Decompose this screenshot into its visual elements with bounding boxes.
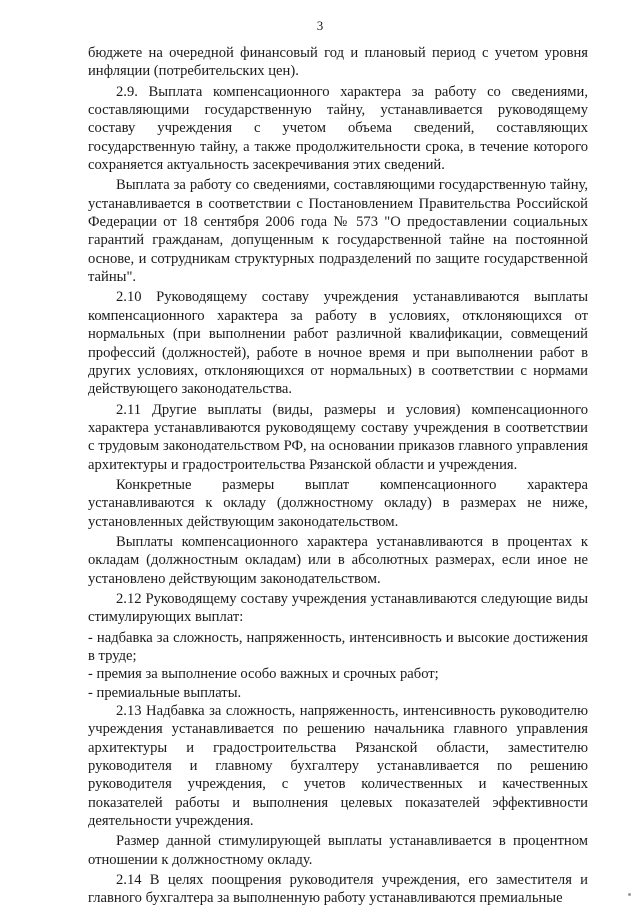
paragraph-specific-amounts: Конкретные размеры выплат компенсационного характера устанавливаются к окладу (должностному окладу) в размерах не ниже, установленных действующим законодательством. [88, 476, 588, 530]
paragraph-continued: бюджете на очередной финансовый год и плановый период с учетом уровня инфляции (потребительских цен). [88, 45, 588, 80]
paragraph-2-14: 2.14 В целях поощрения руководителя учреждения, его заместителя и главного бухгалтера за выполненную работу устанавливаются премиальные [88, 872, 588, 907]
list-item: - надбавка за сложность, напряженность, интенсивность и высокие достижения в труде; [88, 629, 588, 664]
paragraph-2-13: 2.13 Надбавка за сложность, напряженность, интенсивность руководителю учреждения устанавливается по решению начальника главного управления архитектуры и градостроительства Рязанской области, заместителю руководителя и главному бухгалтеру устанавливается по решению руководителя учреждения, с учетов количественных и качественных показателей работы и выполнения целевых показателей эффективности деятельности учреждения. [88, 703, 588, 830]
paragraph-compensation-percent: Выплаты компенсационного характера устанавливаются в процентах к окладам (должностным окладам) или в абсолютных размерах, если иное не установлено действующим законодательством. [88, 533, 588, 587]
paragraph-2-11: 2.11 Другие выплаты (виды, размеры и условия) компенсационного характера устанавливаются руководящему составу учреждения в соответствии с трудовым законодательством РФ, на основании приказов главного управления архитектуры и градостроительства Рязанской области и учреждения. [88, 401, 588, 473]
list-item: - премиальные выплаты. [88, 684, 242, 701]
paragraph-2-12: 2.12 Руководящему составу учреждения устанавливаются следующие виды стимулирующих выплат: [88, 590, 588, 626]
list-item: - премия за выполнение особо важных и срочных работ; [88, 666, 439, 683]
paragraph-2-10: 2.10 Руководящему составу учреждения устанавливаются выплаты компенсационного характера за работу в условиях, отклоняющихся от нормальных (при выполнении работ различной квалификации, совмещений профессий (должностей), работе в ночное время и при выполнении работ в других условиях, отклоняющихся от нормальных) в соответствии с нормами действующего законодательства. [88, 289, 588, 398]
document-body [88, 44, 588, 910]
paragraph-state-secret: Выплата за работу со сведениями, составляющими государственную тайну, устанавливается в соответствии с Постановлением Правительства Российской Федерации от 18 сентября 2006 года № 573 "О предоставлении социальных гарантий гражданам, допущенным к государственной тайне на постоянной основе, и сотрудникам структурных подразделений по защите государственной тайны". [88, 177, 588, 286]
paragraph-bonus-size: Размер данной стимулирующей выплаты устанавливается в процентном отношении к должностному окладу. [88, 833, 588, 868]
paragraph-2-9: 2.9. Выплата компенсационного характера за работу со сведениями, составляющими государственную тайну, устанавливается руководящему составу учреждения с учетом объема сведений, составляющих государственную тайну, а также продолжительности срока, в течение которого сохраняется актуальность засекречивания этих сведений. [88, 83, 588, 174]
scan-artifact [628, 893, 631, 896]
page-number: 3 [316, 18, 324, 33]
